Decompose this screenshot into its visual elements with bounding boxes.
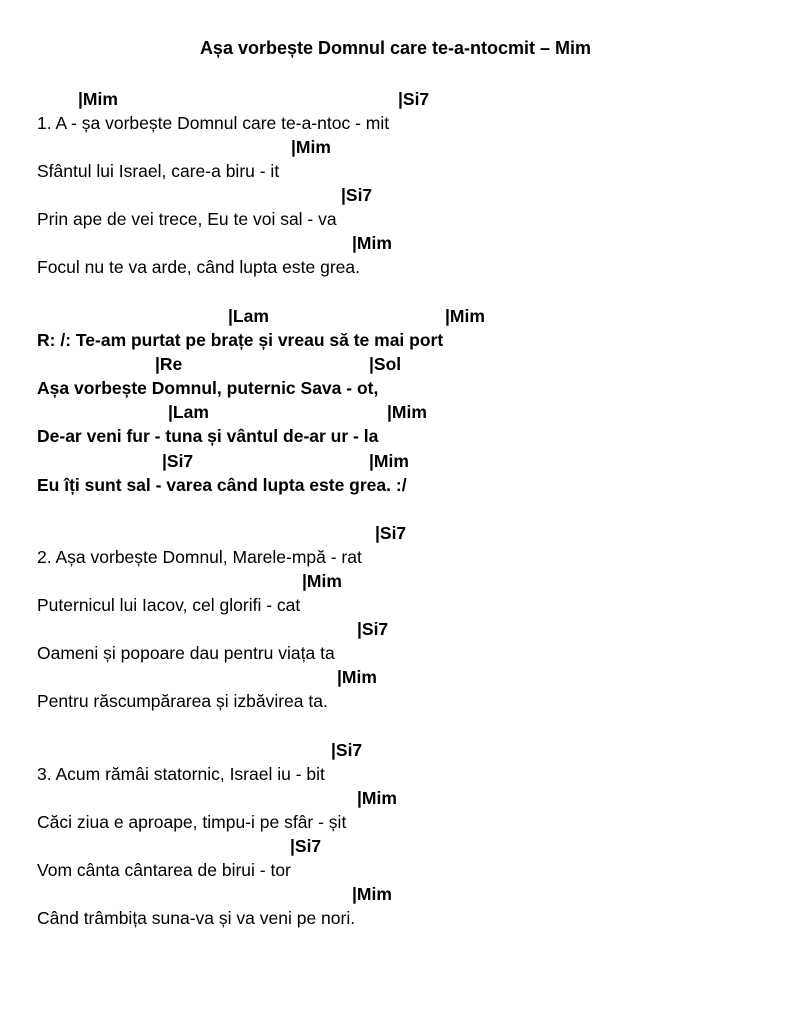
- chord: |Si7: [290, 836, 322, 856]
- chord: |Sol: [369, 354, 402, 374]
- chord: |Si7: [375, 523, 407, 543]
- chord: |Mim: [352, 233, 392, 253]
- lyric-line: De-ar veni fur - tuna și vântul de-ar ur - la: [37, 426, 379, 446]
- chord: |Si7: [398, 89, 430, 109]
- chord: |Mim: [337, 667, 377, 687]
- lyric-line: Sfântul lui Israel, care-a biru - it: [37, 161, 280, 181]
- chord: |Mim: [291, 137, 331, 157]
- chord: |Si7: [162, 451, 194, 471]
- lyric-line: Așa vorbește Domnul, puternic Sava - ot,: [37, 378, 379, 398]
- lyric-line: R: /: Te-am purtat pe brațe și vreau să te mai port: [37, 330, 444, 350]
- song-title: Așa vorbește Domnul care te-a-ntocmit – Mim: [199, 38, 592, 58]
- lyric-line: Oameni și popoare dau pentru viața ta: [37, 643, 335, 663]
- chord: |Mim: [302, 571, 342, 591]
- chord: |Mim: [352, 884, 392, 904]
- lyric-line: Puternicul lui Iacov, cel glorifi - cat: [37, 595, 301, 615]
- lyric-line: 1. A - șa vorbește Domnul care te-a-ntoc - mit: [37, 113, 390, 133]
- chord: |Lam: [228, 306, 269, 326]
- chord: |Mim: [369, 451, 409, 471]
- lyric-line: 2. Așa vorbește Domnul, Marele-mpă - rat: [37, 547, 362, 567]
- lyric-line: Căci ziua e aproape, timpu-i pe sfâr - șit: [37, 812, 347, 832]
- lyric-line: Când trâmbița suna-va și va veni pe nori.: [37, 908, 356, 928]
- chord: |Mim: [387, 402, 427, 422]
- chord: |Si7: [357, 619, 389, 639]
- chord: |Lam: [168, 402, 209, 422]
- lyric-line: Focul nu te va arde, când lupta este grea.: [37, 257, 360, 277]
- chord: |Mim: [445, 306, 485, 326]
- chord: |Mim: [78, 89, 118, 109]
- lyric-line: Prin ape de vei trece, Eu te voi sal - va: [37, 209, 337, 229]
- lyric-line: Eu îți sunt sal - varea când lupta este grea. :/: [37, 475, 407, 495]
- chord: |Si7: [341, 185, 373, 205]
- lyric-line: 3. Acum rămâi statornic, Israel iu - bit: [37, 764, 325, 784]
- lyric-line: Pentru răscumpărarea și izbăvirea ta.: [37, 691, 328, 711]
- chord: |Si7: [331, 740, 363, 760]
- lyric-line: Vom cânta cântarea de birui - tor: [37, 860, 291, 880]
- chord: |Re: [155, 354, 183, 374]
- chord: |Mim: [357, 788, 397, 808]
